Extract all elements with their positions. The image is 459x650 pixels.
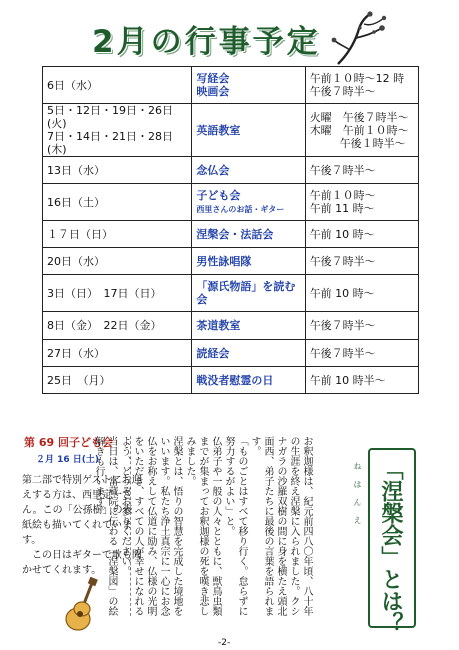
schedule-date: 16日（土） xyxy=(43,184,192,221)
schedule-time: 午前 10 時半〜 xyxy=(305,367,418,394)
schedule-row xyxy=(43,340,419,367)
schedule-event: 「源氏物語」を読む会 xyxy=(192,275,305,312)
schedule-row xyxy=(43,312,419,340)
article-paragraph: 「ものごとはすべて移り行く。怠らずに努力するがよい」と。 xyxy=(223,436,247,616)
schedule-table xyxy=(42,66,419,394)
nehan-heading: 「涅槃会」とは？ xyxy=(378,458,403,634)
schedule-row xyxy=(43,104,419,157)
schedule-event: 念仏会 xyxy=(192,157,305,184)
schedule-event: 男性詠唱隊 xyxy=(192,248,305,275)
schedule-time: 午前 10 時〜 xyxy=(305,275,418,312)
schedule-date: １７日（日） xyxy=(43,221,192,248)
schedule-event: 涅槃会・法話会 xyxy=(192,221,305,248)
schedule-row xyxy=(43,275,419,312)
schedule-time: 午後７時半〜 xyxy=(305,157,418,184)
schedule-row xyxy=(43,367,419,394)
schedule-time: 午前１０時〜 午前 11 時〜 xyxy=(305,184,418,221)
nehan-ruby: ねはんえ xyxy=(353,462,362,534)
schedule-date: 25日 （月） xyxy=(43,367,192,394)
kids-meeting-heading: 第 69 回子ども会 xyxy=(24,436,113,449)
kids-paragraph: この日はギターで歌も聞かせてくれます。 xyxy=(22,550,142,576)
schedule-date: 20日（水） xyxy=(43,248,192,275)
article-paragraph: 涅槃とは、悟りの智慧を完成した境地をいいます。私たち浄土真宗に一心にお念仏をお称えして仏道に励み、仏様の光明をいただき、すべての人が幸せになれるよう、どうぞお参りください。 xyxy=(119,436,182,616)
schedule-date: 5日・12日・19日・26日(火) 7日・14日・21日・28日(木) xyxy=(43,104,192,157)
schedule-date: 6日（水） xyxy=(43,67,192,104)
kids-paragraph: 第二部で特別ゲストにお迎えする方は、西里定一さん。この「公孫樹」の表紙絵も描いてくれています。 xyxy=(22,475,142,546)
schedule-row xyxy=(43,248,419,275)
schedule-row xyxy=(43,157,419,184)
schedule-time: 午後７時半〜 xyxy=(305,312,418,340)
schedule-event: 茶道教室 xyxy=(192,312,305,340)
schedule-row xyxy=(43,184,419,221)
schedule-event: 英語教室 xyxy=(192,104,305,157)
article-paragraph: 仏弟子や一般の人々とともに、獣鳥虫類までが集まってお釈迦様の死を嘆き悲しみました。 xyxy=(184,436,221,616)
schedule-time: 午後７時半〜 xyxy=(305,340,418,367)
schedule-event: 子ども会 西里さんのお話・ギター xyxy=(192,184,305,221)
schedule-time: 午前１０時〜12 時 午後７時半〜 xyxy=(305,67,418,104)
schedule-event: 読経会 xyxy=(192,340,305,367)
schedule-date: 8日（金） 22日（金） xyxy=(43,312,192,340)
schedule-date: 27日（水） xyxy=(43,340,192,367)
schedule-date: 3日（日） 17日（日） xyxy=(43,275,192,312)
page-number: -2- xyxy=(218,638,231,648)
schedule-time: 火曜 午後７時半〜 木曜 午前１０時〜 午後１時半〜 xyxy=(305,104,418,157)
article-paragraph: お釈迦様は、紀元前四八〇年頃、八十年の生涯を終え涅槃に入られました。クシナガラの沙羅双樹の間に身を横たえ頭北面西、弟子たちに最後の言葉を語られます。 xyxy=(249,436,312,616)
kids-meeting-date: ２月 16 日(土) xyxy=(36,455,100,465)
schedule-time: 午前 10 時〜 xyxy=(305,221,418,248)
page-title: 2月の行事予定 xyxy=(92,24,321,60)
schedule-row xyxy=(43,67,419,104)
nehan-article xyxy=(93,436,313,616)
schedule-date: 13日（水） xyxy=(43,157,192,184)
schedule-row xyxy=(43,221,419,248)
plum-branch-illustration xyxy=(330,10,392,66)
schedule-event: 写経会 映画会 xyxy=(192,67,305,104)
article-paragraph: 当日は、當蔵院に伝わる「涅槃図」の絵解きも行います。 xyxy=(93,436,117,616)
schedule-event: 戦没者慰霊の日 xyxy=(192,367,305,394)
schedule-time: 午後７時半〜 xyxy=(305,248,418,275)
